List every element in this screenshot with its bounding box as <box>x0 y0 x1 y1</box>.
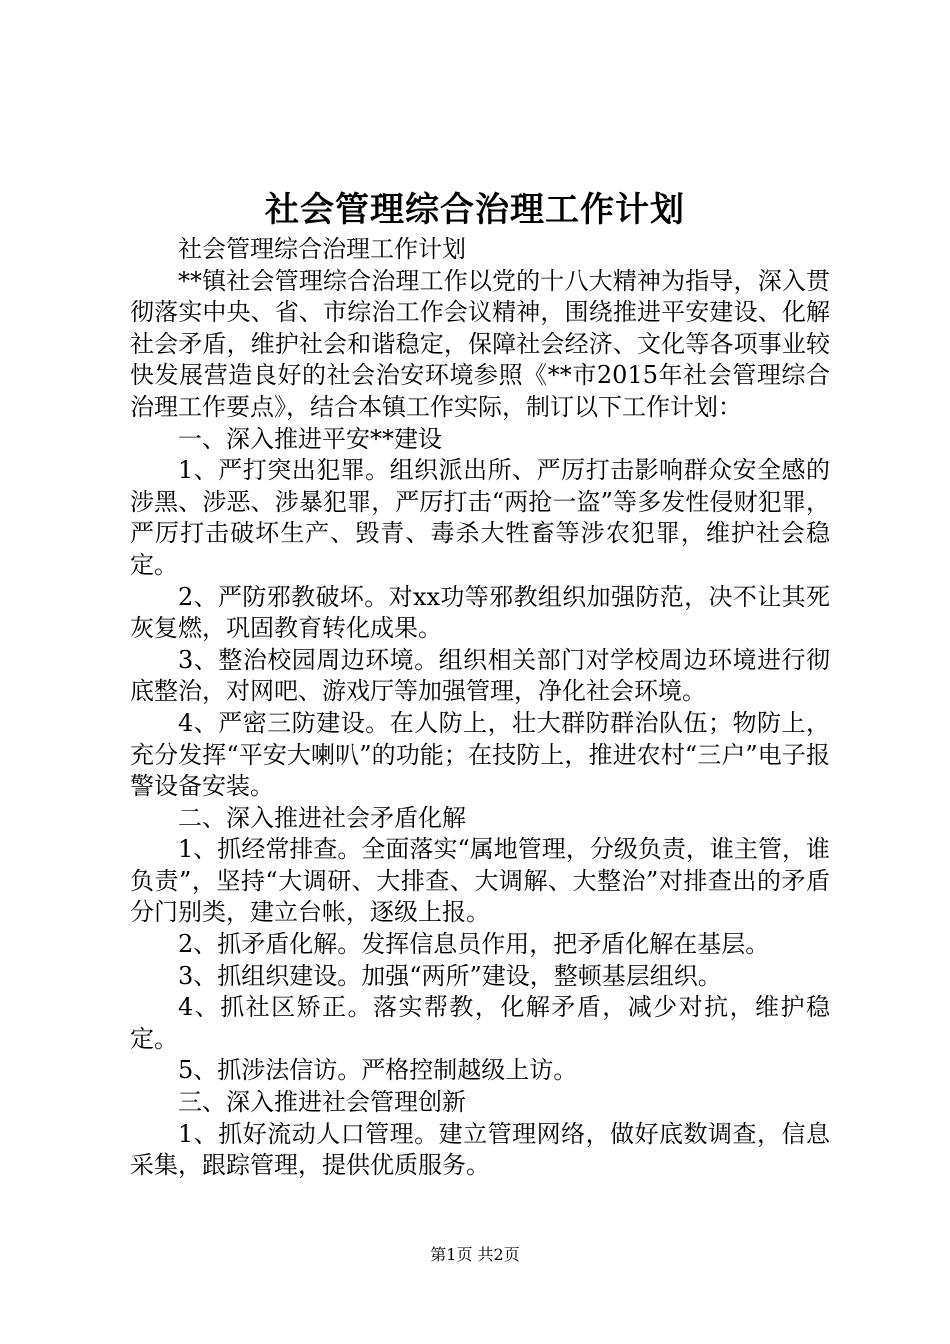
section-heading: 二、深入推进社会矛盾化解 <box>178 803 466 832</box>
paragraph: 3、抓组织建设。加强“两所”建设，整顿基层组织。 <box>178 961 722 990</box>
document-title: 社会管理综合治理工作计划 <box>265 190 685 230</box>
paragraph: 4、抓社区矫正。落实帮教，化解矛盾，减少对抗，维护稳定。 <box>130 993 830 1053</box>
section-heading: 三、深入推进社会管理创新 <box>178 1088 466 1117</box>
paragraph: 1、抓好流动人口管理。建立管理网络，做好底数调查，信息采集，跟踪管理，提供优质服务。 <box>130 1119 830 1180</box>
page-footer: 第1页 共2页 <box>430 1245 520 1264</box>
paragraph: **镇社会管理综合治理工作以党的十八大精神为指导，深入贯彻落实中央、省、市综治工作会议精神，围绕推进平安建设、化解社会矛盾，维护社会和谐稳定，保障社会经济、文化等各项事业较快发展营造良好的社会治安环境参照《**市2015年社会管理综合治理工作要点》，结合本镇工作实际，制订以下工作计划： <box>130 266 830 421</box>
paragraph: 1、严打突出犯罪。组织派出所、严厉打击影响群众安全感的涉黑、涉恶、涉暴犯罪，严厉打击“两抢一盗”等多发性侵财犯罪，严厉打击破坏生产、毁青、毒杀大牲畜等涉农犯罪，维护社会稳定。 <box>130 456 830 579</box>
paragraph: 社会管理综合治理工作计划 <box>178 235 466 263</box>
paragraph: 2、抓矛盾化解。发挥信息员作用，把矛盾化解在基层。 <box>178 930 770 959</box>
paragraph: 4、严密三防建设。在人防上，壮大群防群治队伍；物防上，充分发挥“平安大喇叭”的功能；在技防上，推进农村“三户”电子报警设备安装。 <box>130 708 830 801</box>
paragraph: 5、抓涉法信访。严格控制越级上访。 <box>178 1056 578 1085</box>
document-body <box>130 234 830 1182</box>
paragraph: 2、严防邪教破坏。对xx功等邪教组织加强防范，决不让其死灰复燃，巩固教育转化成果。 <box>130 582 830 643</box>
paragraph: 1、抓经常排查。全面落实“属地管理，分级负责，谁主管，谁负责”，坚持“大调研、大排查、大调解、大整治”对排查出的矛盾分门别类，建立台帐，逐级上报。 <box>130 835 830 927</box>
paragraph: 3、整治校园周边环境。组织相关部门对学校周边环境进行彻底整治，对网吧、游戏厅等加强管理，净化社会环境。 <box>130 645 830 706</box>
section-heading: 一、深入推进平安**建设 <box>178 424 442 453</box>
